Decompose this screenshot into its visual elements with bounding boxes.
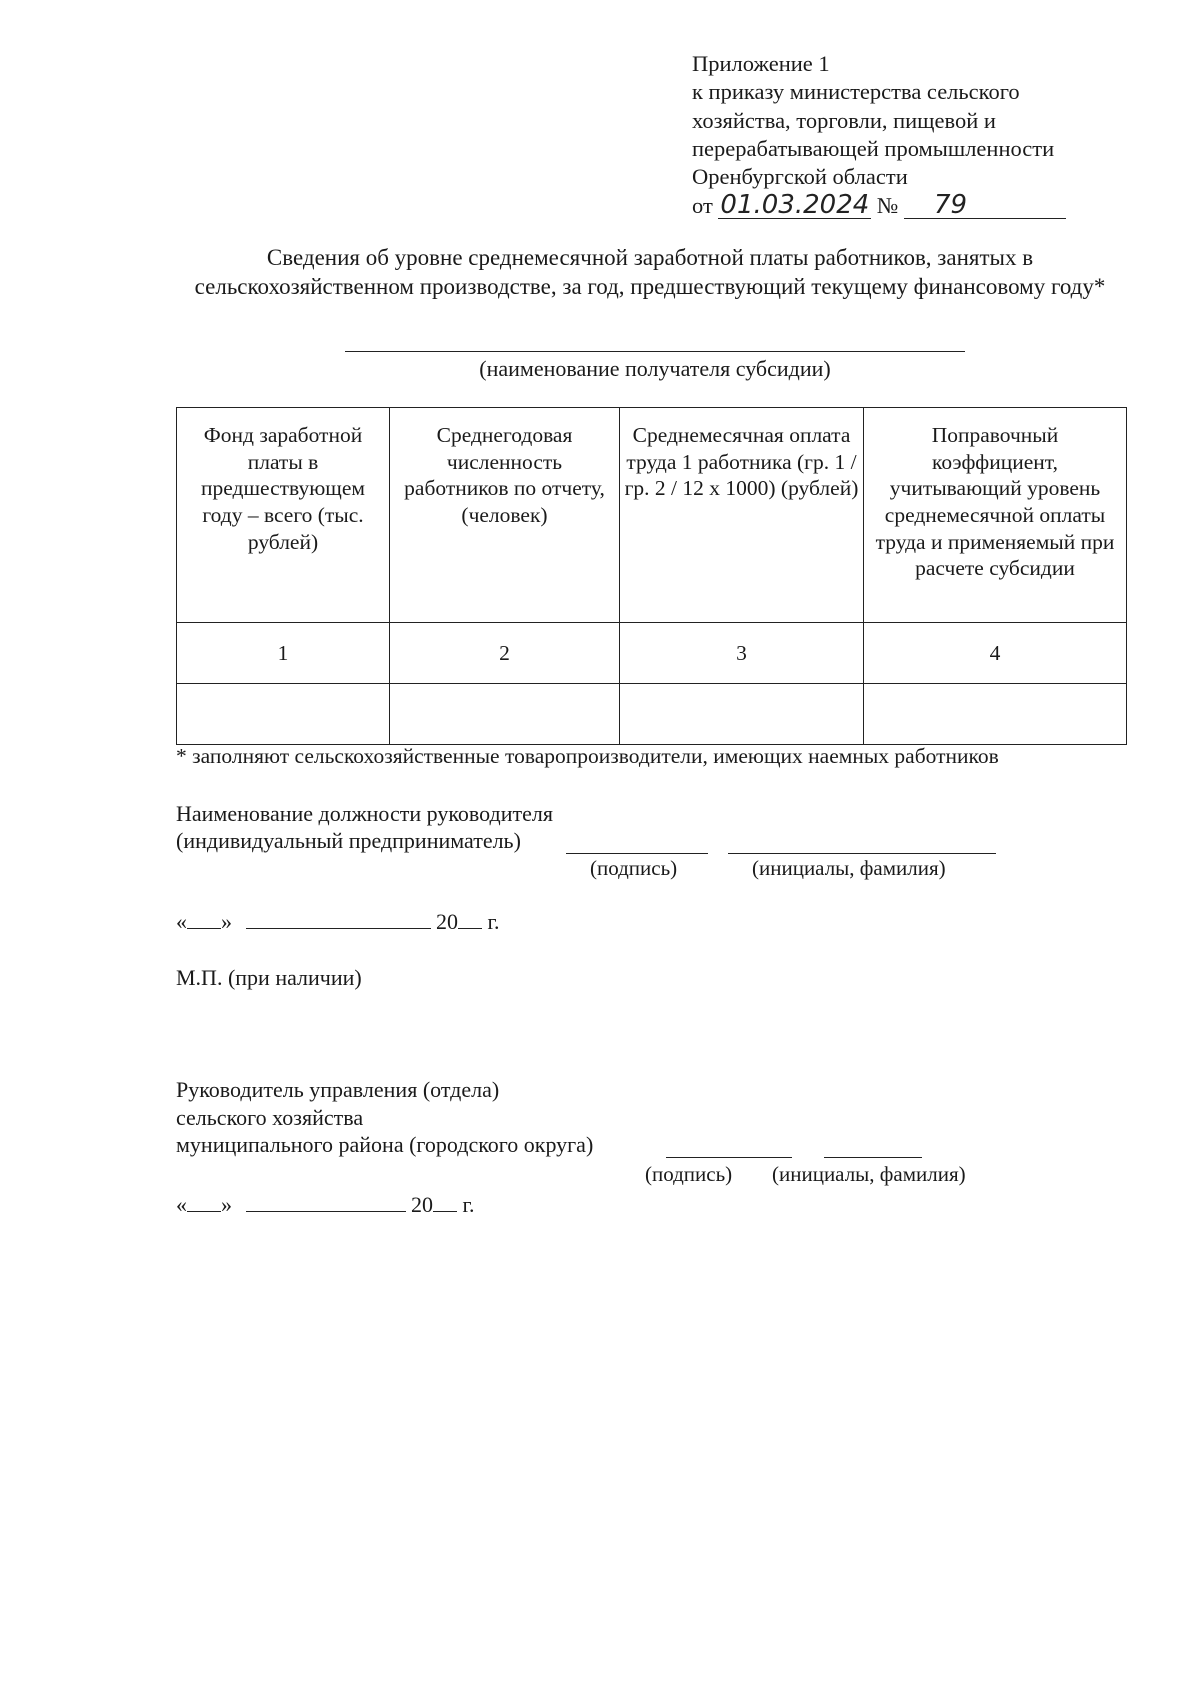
header-cell-headcount: Среднегодовая численность работников по отчету, (человек) (390, 408, 620, 623)
header-cell-average-salary: Среднемесячная оплата труда 1 работника (гр. 1 / гр. 2 / 12 x 1000) (рублей) (620, 408, 864, 623)
salary-table (176, 407, 1127, 745)
column-number: 2 (390, 623, 620, 684)
number-prefix: № (876, 192, 899, 218)
handwritten-number: 79 (904, 192, 1066, 219)
signature-caption: (подпись) (590, 856, 678, 880)
entrepreneur-label: (индивидуальный предприниматель) (176, 828, 521, 853)
document-title: Сведения об уровне среднемесячной заработной платы работников, занятых в сельскохозяйственном производстве, за год, предшествующий текущему финансовому году* (194, 245, 1106, 300)
column-number: 3 (620, 623, 864, 684)
appendix-block (692, 50, 1152, 220)
appendix-region: Оренбургской области (692, 164, 908, 190)
year-suffix: г. (487, 909, 500, 934)
table-number-row (177, 623, 1127, 684)
header-cell-wage-fund: Фонд заработной платы в предшествующем году – всего (тыс. рублей) (177, 408, 390, 623)
close-quote: » (221, 1192, 232, 1217)
date-line (176, 1191, 475, 1218)
handwritten-date: 01.03.2024 (720, 189, 870, 220)
column-number: 1 (177, 623, 390, 684)
signature-line (566, 853, 708, 854)
column-number: 4 (864, 623, 1127, 684)
header-cell-coefficient: Поправочный коэффициент, учитывающий уровень среднемесячной оплаты труда и применяемый при расчете субсидии (864, 408, 1127, 623)
open-quote: « (176, 909, 187, 934)
department-head-label: сельского хозяйства (176, 1105, 364, 1130)
data-cell-average-salary[interactable] (620, 684, 864, 745)
date-prefix: от (692, 192, 713, 218)
initials-caption: (инициалы, фамилия) (772, 1162, 966, 1186)
data-cell-wage-fund[interactable] (177, 684, 390, 745)
initials-line (728, 853, 996, 854)
initials-line (824, 1157, 922, 1158)
month-blank[interactable] (246, 908, 431, 929)
day-blank[interactable] (187, 908, 221, 929)
close-quote: » (221, 909, 232, 934)
day-blank[interactable] (187, 1191, 221, 1212)
table-data-row (177, 684, 1127, 745)
appendix-order-line: к приказу министерства сельского (692, 79, 1020, 105)
department-head-label: муниципального района (городского округа) (176, 1132, 594, 1157)
appendix-order-line: хозяйства, торговли, пищевой и (692, 107, 996, 133)
appendix-title: Приложение 1 (692, 51, 830, 76)
recipient-name-line (345, 351, 965, 352)
table-header-row (177, 408, 1127, 623)
year-prefix: 20 (411, 1192, 433, 1217)
signature-line (666, 1157, 792, 1158)
appendix-order-line: перерабатывающей промышленности (692, 136, 1055, 162)
month-blank[interactable] (246, 1191, 406, 1212)
footnote: * заполняют сельскохозяйственные товаропроизводители, имеющих наемных работников (176, 744, 999, 768)
data-cell-headcount[interactable] (390, 684, 620, 745)
recipient-caption: (наименование получателя субсидии) (479, 356, 831, 381)
department-head-label: Руководитель управления (отдела) (176, 1077, 500, 1102)
year-suffix: г. (462, 1192, 475, 1217)
year-prefix: 20 (436, 909, 458, 934)
initials-caption: (инициалы, фамилия) (752, 856, 946, 880)
stamp-place: М.П. (при наличии) (176, 965, 362, 990)
year-blank[interactable] (458, 908, 482, 929)
year-blank[interactable] (433, 1191, 457, 1212)
data-cell-coefficient[interactable] (864, 684, 1127, 745)
head-position-label: Наименование должности руководителя (176, 801, 553, 826)
date-line (176, 908, 500, 935)
signature-caption: (подпись) (645, 1162, 733, 1186)
appendix-date-number (692, 189, 1152, 220)
open-quote: « (176, 1192, 187, 1217)
